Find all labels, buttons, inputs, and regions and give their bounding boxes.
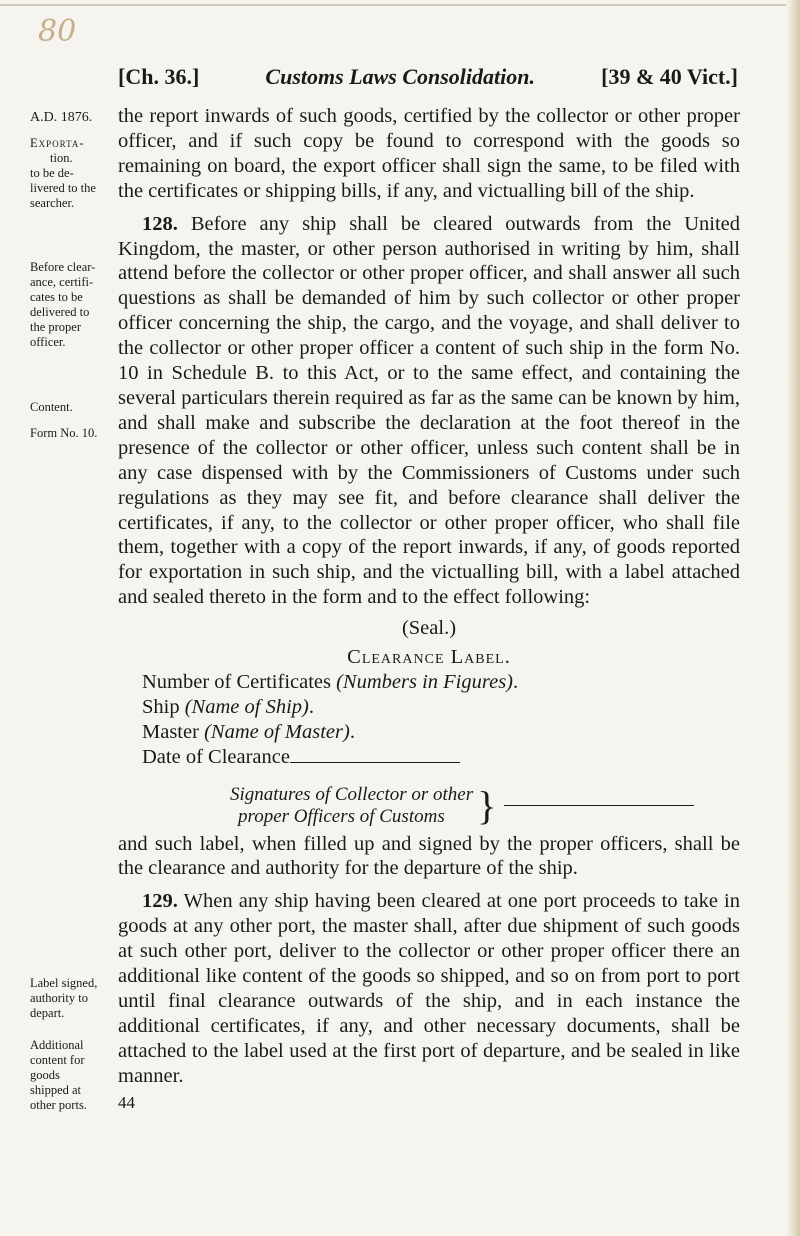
signature-brace: } bbox=[477, 782, 497, 828]
seal-mark: (Seal.) bbox=[401, 617, 457, 640]
section-129 bbox=[118, 889, 740, 1088]
section-128 bbox=[118, 212, 740, 611]
header-regnal-year: [39 & 40 Vict.] bbox=[601, 64, 738, 89]
label-row-certificates: Number of Certificates (Numbers in Figures). bbox=[142, 670, 519, 693]
clearance-label-form bbox=[142, 670, 740, 770]
margin-note-form-no-10: Form No. 10. bbox=[30, 426, 98, 440]
handwritten-page-number: 80 bbox=[38, 14, 77, 49]
signature-blank-line bbox=[504, 805, 694, 806]
margin-note-year: A.D. 1876. bbox=[30, 110, 93, 125]
signature-line-2: proper Officers of Customs bbox=[238, 805, 445, 827]
printer-signature-mark: 44 bbox=[118, 1092, 135, 1112]
running-header bbox=[118, 60, 738, 94]
page-top-edge bbox=[0, 4, 786, 6]
section-129-text: When any ship having been cleared at one port proceeds to take in goods at any other port, the master shall, after due shipment of such goods at such other port, deliver to the collector or other proper officer there an additional like content of the goods so shipped, and so on from port to port until final clearance outwards of the ship, and in each instance the additional certificates, if any, and other necessary documents, shall be attached to the label used at the first port of departure, and be sealed in like manner. bbox=[118, 890, 740, 1087]
label-row-date-of-clearance: Date of Clearance bbox=[142, 745, 740, 770]
margin-note-content: Content. bbox=[30, 400, 73, 414]
margin-note-exportation: Exporta- tion. to be de- livered to the searcher. bbox=[30, 136, 96, 210]
header-title: Customs Laws Consolidation. bbox=[265, 64, 535, 89]
section-128-number: 128. bbox=[142, 212, 178, 235]
paragraph-continued: the report inwards of such goods, certified by the collector or other proper officer, and if such copy be found to correspond with the goods so remaining on board, the export officer shall sign the same, to be filed with the certificates or shipping bills, if any, and victualling bill of the ship. bbox=[118, 105, 740, 202]
clearance-label-title: Clearance Label. bbox=[347, 646, 511, 669]
margin-note-before-clearance: Before clear- ance, certifi- cates to be delivered to the proper officer. bbox=[30, 260, 96, 349]
page-binding-edge bbox=[786, 0, 800, 1236]
date-blank-line bbox=[290, 761, 460, 763]
section-128-text: Before any ship shall be cleared outwards from the United Kingdom, the master, or other person authorised in writing by him, shall attend before the collector or other proper officer, and shall answer all such questions as shall be demanded of him by such collector or other proper officer concerning the ship, the cargo, and the voyage, and shall deliver to the collector or other proper officer a content of such ship in the form No. 10 in Schedule B. to this Act, or to the same effect, and containing the several particulars therein required as far as the same can be known by him, and shall make and subscribe the declaration at the foot thereof in the presence of the collector or other officer, unless such content shall be in any case dispensed with by the Commissioners of Customs under such regulations as they may see fit, and before clearance shall deliver the certificates, if any, to the collector or other proper officer, who shall file them, together with a copy of the report inwards, if any, of goods reported for exportation in such ship, and the victualling bill, with a label attached and sealed thereto in the form and to the effect following: bbox=[118, 212, 741, 609]
paragraph-label-authority: and such label, when filled up and signed by the proper officers, shall be the clearance and authority for the departure of the ship. bbox=[118, 832, 740, 880]
signature-block bbox=[230, 784, 740, 828]
header-chapter: [Ch. 36.] bbox=[118, 64, 200, 89]
statute-body bbox=[118, 104, 740, 1116]
section-129-number: 129. bbox=[142, 890, 178, 913]
signature-line-1: Signatures of Collector or other bbox=[230, 783, 474, 805]
label-row-master: Master (Name of Master). bbox=[142, 720, 355, 743]
label-row-ship: Ship (Name of Ship). bbox=[142, 695, 314, 718]
margin-note-additional-content: Additional content for goods shipped at other ports. bbox=[30, 1038, 87, 1112]
margin-note-label-signed: Label signed, authority to depart. bbox=[30, 976, 98, 1020]
